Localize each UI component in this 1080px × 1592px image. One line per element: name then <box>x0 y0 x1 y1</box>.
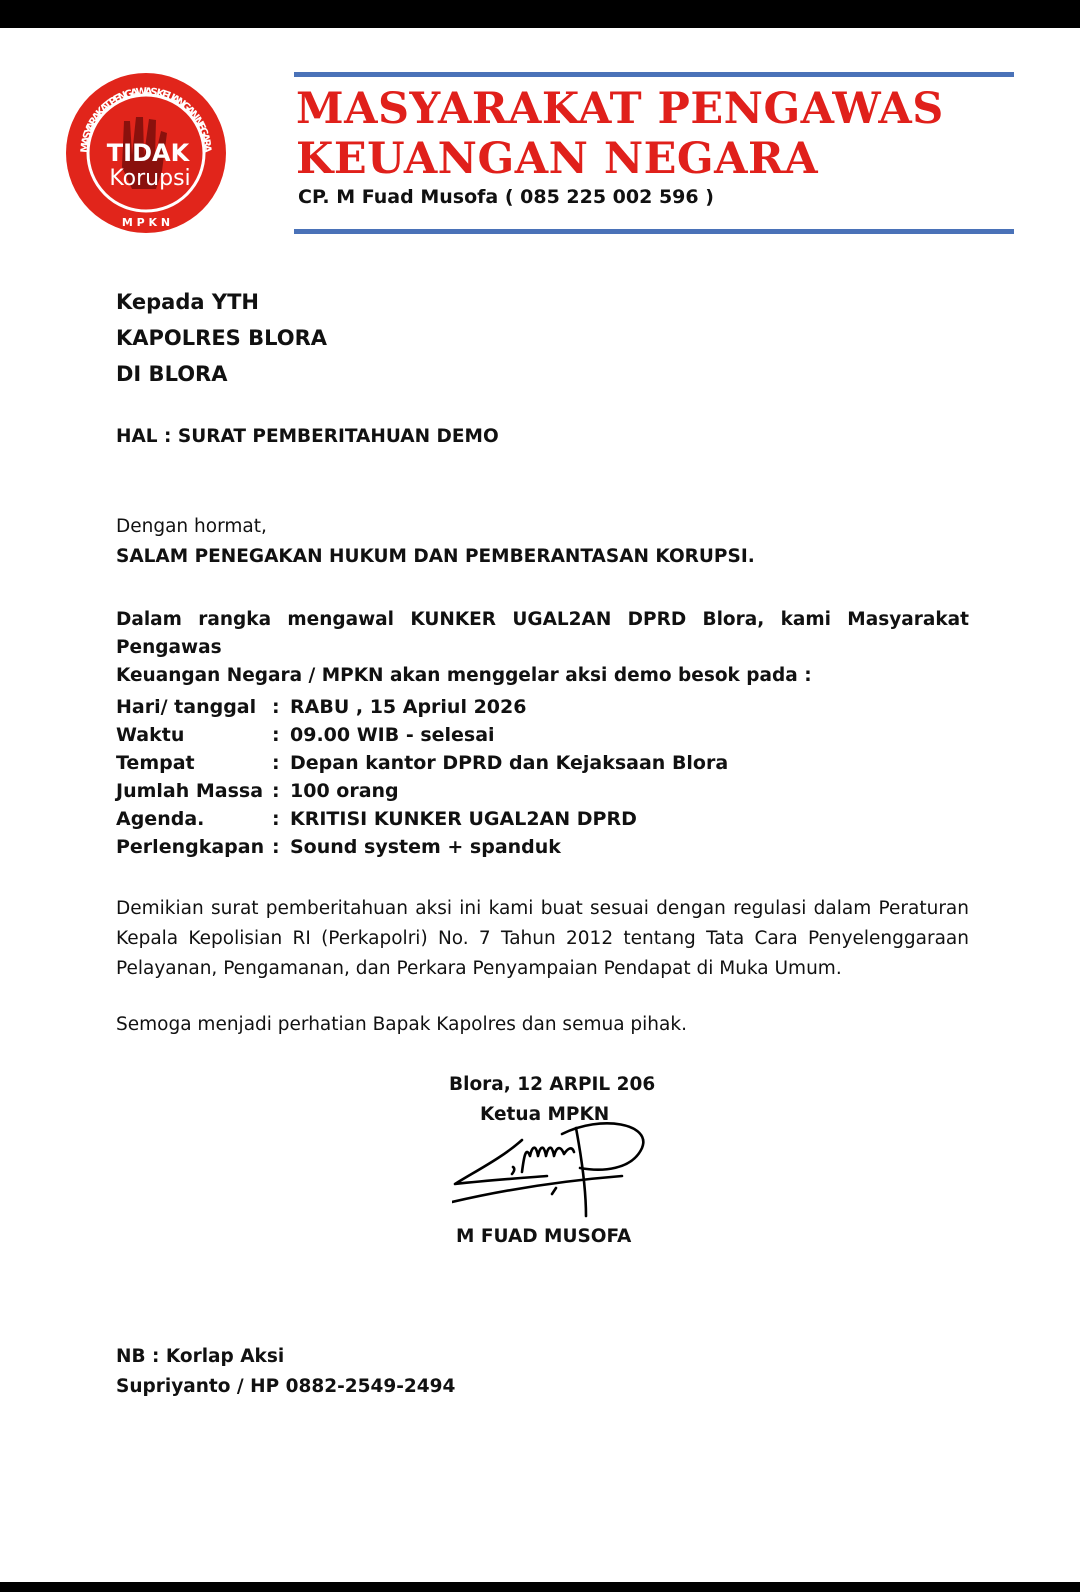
detail-value: Sound system + spanduk <box>290 836 561 858</box>
detail-value: RABU , 15 Apriul 2026 <box>290 696 527 718</box>
detail-label: Tempat <box>116 752 195 774</box>
signatory-name: M FUAD MUSOFA <box>456 1226 632 1247</box>
sign-place-date: Blora, 12 ARPIL 206 <box>449 1074 656 1095</box>
org-title-line2: KEUANGAN NEGARA <box>296 134 819 184</box>
intro-paragraph <box>116 606 969 690</box>
closing-line1: Demikian surat pemberitahuan aksi ini kami buat sesuai dengan regulasi dalam Peraturan <box>116 898 969 919</box>
org-title-line1: MASYARAKAT PENGAWAS <box>296 84 944 134</box>
detail-value: 09.00 WIB - selesai <box>290 724 495 746</box>
mpkn-logo <box>64 71 228 235</box>
detail-label: Jumlah Massa <box>116 780 264 802</box>
detail-colon: : <box>272 752 280 774</box>
logo-word-tidak: TIDAK <box>106 139 190 167</box>
greeting: Dengan hormat, <box>116 516 267 537</box>
detail-value: Depan kantor DPRD dan Kejaksaan Blora <box>290 752 729 774</box>
detail-colon: : <box>272 724 280 746</box>
detail-colon: : <box>272 836 280 858</box>
logo-abbr: M P K N <box>121 216 171 229</box>
intro-line2: Keuangan Negara / MPKN akan menggelar aksi demo besok pada : <box>116 665 812 686</box>
salutation: SALAM PENEGAKAN HUKUM DAN PEMBERANTASAN KORUPSI. <box>116 546 755 567</box>
letter-page <box>0 28 1080 1582</box>
subject-line: HAL : SURAT PEMBERITAHUAN DEMO <box>116 426 499 447</box>
recipient-line2: KAPOLRES BLORA <box>116 326 328 350</box>
organization-title <box>296 84 944 184</box>
intro-line1: Dalam rangka mengawal KUNKER UGAL2AN DPRD Blora, kami Masyarakat Pengawas <box>116 609 969 658</box>
contact-person: CP. M Fuad Musofa ( 085 225 002 596 ) <box>298 186 714 208</box>
closing-paragraph <box>116 894 969 984</box>
logo-ring-text: MASYARAKAT PENGAWAS KEUANGAN NEGARA <box>78 85 214 154</box>
detail-colon: : <box>272 808 280 830</box>
closing-line2: Kepala Kepolisian RI (Perkapolri) No. 7 Tahun 2012 tentang Tata Cara Penyelenggaraan <box>116 928 969 949</box>
detail-value: 100 orang <box>290 780 399 802</box>
nb-line2: Supriyanto / HP 0882-2549-2494 <box>116 1376 456 1397</box>
logo-word-korupsi: Korupsi <box>109 166 191 191</box>
closing-line3: Pelayanan, Pengamanan, dan Perkara Penyampaian Pendapat di Muka Umum. <box>116 958 842 979</box>
header-rule-bottom <box>294 229 1014 234</box>
detail-label: Perlengkapan <box>116 836 265 858</box>
header-rule-top <box>294 72 1014 77</box>
handwritten-signature <box>452 1110 662 1240</box>
recipient-line1: Kepada YTH <box>116 290 259 314</box>
detail-colon: : <box>272 696 280 718</box>
recipient-line3: DI BLORA <box>116 362 228 386</box>
detail-colon: : <box>272 780 280 802</box>
detail-label: Hari/ tanggal <box>116 696 257 718</box>
detail-label: Agenda. <box>116 808 205 830</box>
nb-line1: NB : Korlap Aksi <box>116 1346 285 1367</box>
hope-line: Semoga menjadi perhatian Bapak Kapolres dan semua pihak. <box>116 1014 687 1035</box>
detail-value: KRITISI KUNKER UGAL2AN DPRD <box>290 808 637 830</box>
detail-label: Waktu <box>116 724 185 746</box>
sign-position: Ketua MPKN <box>480 1104 610 1125</box>
